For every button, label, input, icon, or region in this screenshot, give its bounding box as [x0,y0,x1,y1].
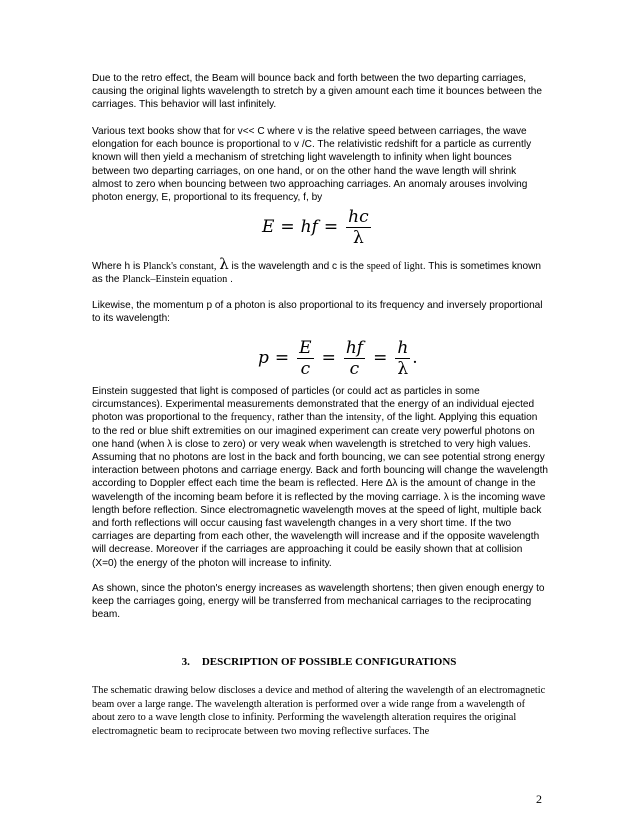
link-speed-of-light: speed of light [366,261,423,272]
link-planck-constant: Planck's constant, [143,261,217,272]
eq1-equals-2: = [323,217,339,237]
paragraph-energy-transfer: As shown, since the photon's energy increases as wavelength shortens; then given enough energy to keep the carriages going, energy will be transferred from mechanical carriages to the reciprocating beam. [92,583,545,621]
eq2-fraction-3: $\frac{h}{\lambda}$ [397,338,409,379]
eq1-numerator: hc [348,207,369,227]
eq1-fraction [346,207,370,248]
eq2-fraction-1: $\frac{E}{c}$ [299,338,312,379]
section-heading [0,656,638,668]
paragraph-schematic: The schematic drawing below discloses a device and method of altering the wavelength of an electromagnetic beam over a large range. The wavelength alteration is performed over a wide range from a wavelength of about zero to a wave length close to infinity. Performing the wavelength alteration requires the original electromagnetic beam to reciprocate between two moving reflective surfaces. The [92,685,546,737]
link-frequency: frequency [230,412,272,424]
eq2-p: p [258,348,269,368]
paragraph-momentum: Likewise, the momentum p of a photon is also proportional to its frequency and inversely proportional to its wavelength: [92,300,543,325]
page-number: 2 [536,792,542,806]
eq1-equals: = [280,217,295,237]
equation-photon-energy [262,207,373,248]
equation-photon-momentum: p = $\frac{E}{c}$ = $\frac{hf}{c}$ = $\frac{h}{\lambda}$ . [258,338,418,379]
eq1-lhs: E [262,217,275,237]
section-title: DESCRIPTION OF POSSIBLE CONFIGURATIONS [201,656,457,668]
eq1-hf: hf [300,217,318,237]
lambda-symbol: λ [219,255,229,273]
eq1-denominator: λ [353,228,364,248]
paragraph-retro-effect: Due to the retro effect, the Beam will bounce back and forth between the two departing carriages, causing the original lights wavelength to stretch by a given amount each time it bounces between the carriages. This behavior will last infinitely. [92,73,543,111]
paragraph-planck: Where h is Planck's constant, λ is the wavelength and c is the speed of light. This is sometimes known as the Planck–Einstein equation . [92,255,542,286]
link-planck-einstein: Planck–Einstein equation [122,274,228,286]
eq2-fraction-2: $\frac{hf}{c}$ [345,338,364,379]
paragraph-einstein: Einstein suggested that light is composed of particles (or could act as particles in some circumstances). Experimental measurements demonstrated that the energy of an individual ejected photon was proportional to the frequency, rather than the intensity, of the light. Applying this equation to the red or blue shift extremities on our imagined experiment can create very powerful photons on one hand (when λ is close to zero) or very weak when wavelength is stretched to very high values. Assuming that no photons are lost in the back and forth bouncing, we can see potential strong energy interaction between photons and carriage energy. Back and forth bouncing will change the wavelength according to Doppler effect each time the beam is reflected. Here Δλ is the amount of change in the wavelength of the incoming beam before it is reflected by the moving carriage. λ is the incoming wave length before reflection. Since electromagnetic wavelength moves at the speed of light, multiple back and forth reflections will occur causing fast wavelength changes in a very short time. If the two carriages are departing from each other, the wavelength will increase and if the opposite wavelength will decrease. Moreover if the carriages are approaching it could be easily shown that at collision (X=0) the energy of the photon will increase to infinity. [92,386,549,569]
link-intensity: intensity [345,412,382,424]
section-number: 3. [181,656,190,668]
paragraph-redshift: Various text books show that for v<< C where v is the relative speed between carriages, the wave elongation for each bounce is proportional to v /C. The relativistic redshift for a particle as currently known will then yield a mechanism of stretching light wavelength to infinity when light bounces between two departing carriages, on one hand, or on the other hand the wave length will shrink almost to zero when bouncing between two approaching carriages. An anomaly arouses involving photon energy, E, proportional to its frequency, f, by [92,126,532,204]
